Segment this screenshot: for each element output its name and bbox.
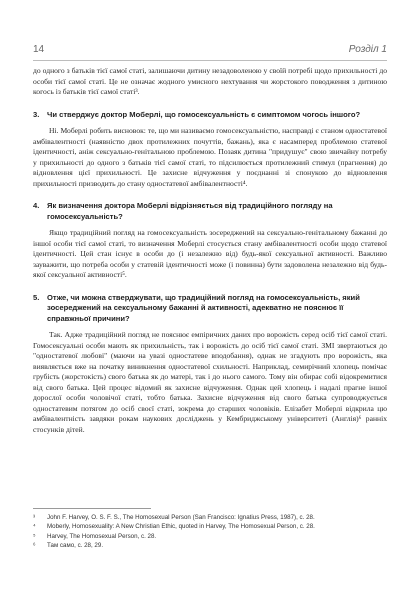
- answer-paragraph: Якщо традиційний погляд на гомосексуальність зосереджений на сексуально-генітальному бажанні до іншої особи тієї самої статі, то визначення Моберлі стосується стану амбівалентності особи щодо статевої ідентичності. Цей стан існує в особи до (і незалежно від) будь-якої сексуальної активності. Важливо зауважити, що потреба особи у статевій ідентичності може (і повинна) бути задоволена незалежно від будь-якої сексуальної активності⁵.: [33, 228, 387, 279]
- footnote-mark: ⁶: [33, 542, 36, 550]
- footnote-text: Там само, с. 28, 29.: [47, 542, 104, 550]
- question-number: 3.: [33, 109, 40, 119]
- footnote: [33, 522, 387, 531]
- footnote: [33, 532, 387, 541]
- page-body: [33, 66, 387, 435]
- footnotes: [33, 513, 387, 551]
- footnote-text: John F. Harvey, O. S. F. S., The Homosexual Person (San Francisco: Ignatius Press, 1987), с. 28.: [47, 514, 315, 521]
- question-text: Як визначення доктора Моберлі відрізняється від традиційного погляду на гомосексуальність?: [47, 201, 333, 221]
- footnote-text: Moberly, Homosexuality: A New Christian Ethic, quoted in Harvey, The Homosexual Person, с. 28.: [47, 523, 315, 531]
- footnote: [33, 513, 387, 522]
- question-number: 4.: [33, 201, 40, 210]
- question-heading: [33, 293, 387, 325]
- question-heading: [33, 201, 387, 222]
- page-header: [33, 44, 387, 58]
- answer-paragraph: Так. Адже традиційний погляд не пояснює емпіричних даних про ворожість серед осіб тієї самої статі. Гомосексуальні особи мають як прихильність, так і ворожість до осіб тієї самої статі. ЗМІ звертаються до "одностатевої любові" (маючи на увазі одностатеве вподобання), однак не згадують про ворожість, яка виявляється вже на початку виникнення одностатевої схильності. Наприклад, семирічний хлопець помічає грубість (жорстокість) свого батька як до матері, так і до нього самого. Тому він обирає собі відокремитися від свого батька. Цей процес відомий як захисне відчуження. Однак цей хлопець і надалі прагне іншої дорослої особи чоловічої статі, тобто батька. Захисне відчуження від свого батька супроводжується одностатевим потягом до осіб своєї статі, зокрема до старших чоловіків. Елізабет Моберлі відкрила цю амбівалентність завдяки рокам наукових досліджень у Кембриджському університеті (Англія)⁶ ранніх стосунків дітей.: [33, 330, 387, 434]
- intro-paragraph: до одного з батьків тієї самої статі, залишаючи дитину незадоволеною у своїй потребі щодо прихильності до особи тієї самої статі. Це не означає жодного умисного нехтування чи жорстокого поводження з дитиною когось із батьків тієї самої статі³.: [33, 66, 387, 96]
- answer-paragraph: Ні. Моберлі робить висновок: те, що ми називаємо гомосексуальністю, насправді є станом одностатевої амбівалентності (наявністю двох протилежних почуттів, бажань), яка є насамперед проблемою статевої ідентичності, аніж сексуально-генітальною проблемою. Позаяк дитина "придушує" свою звичайну потребу у прихильності до одного з батьків тієї самої статі, то підсилюється протилежний стимул (прагнення) до відновлення цієї прихильності. Це захисне відчуження у поєднанні зі спонукою до відновлення прихильності призводить до стану одностатевої амбівалентності⁴.: [33, 126, 387, 188]
- footnote: [33, 541, 387, 550]
- footnote-mark: ⁴: [33, 523, 36, 531]
- page-number: 14: [33, 44, 45, 55]
- footnote-text: Harvey, The Homosexual Person, с. 28.: [47, 532, 157, 540]
- question-text: Чи стверджує доктор Моберлі, що гомосексуальність є симптомом чогось іншого?: [47, 109, 361, 119]
- footnote-mark: ⁵: [33, 532, 36, 540]
- running-section-title: Розділ 1: [348, 44, 387, 55]
- question-number: 5.: [33, 292, 40, 302]
- footnote-divider: [33, 508, 151, 509]
- header-divider: [33, 60, 387, 61]
- question-heading: [33, 110, 387, 121]
- footnote-mark: ³: [33, 514, 36, 521]
- question-text: Отже, чи можна стверджувати, що традиційний погляд на гомосексуальність, який зосереджений на сексуальному бажанні й активності, адекватно не пояснює її справжньої причини?: [47, 292, 360, 323]
